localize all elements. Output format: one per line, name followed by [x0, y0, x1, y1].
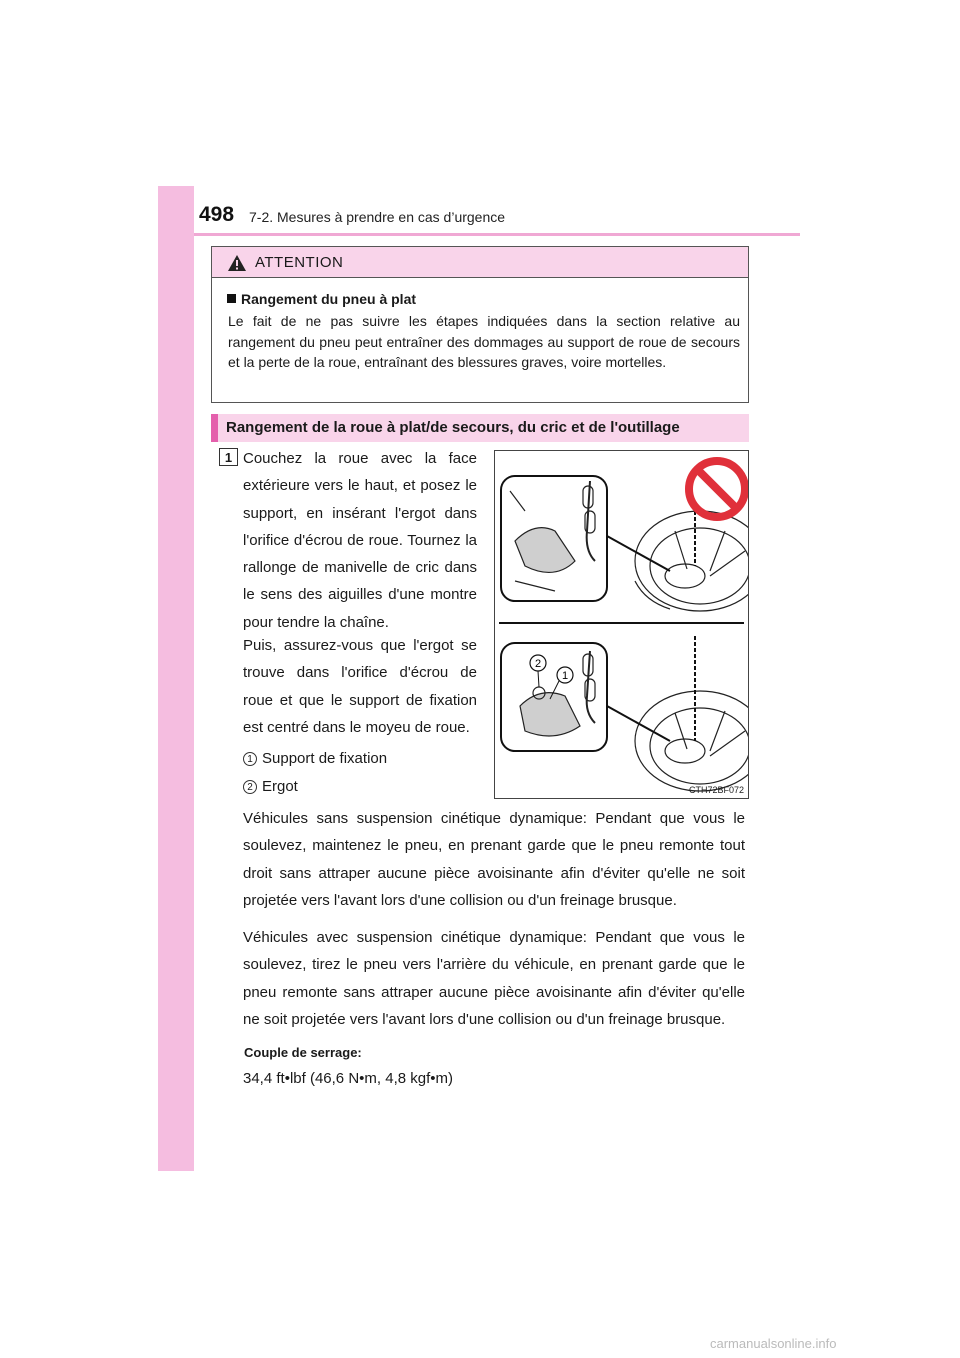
attention-subtitle — [227, 291, 416, 307]
attention-subtitle-text: Rangement du pneu à plat — [241, 291, 417, 307]
item-number-1: 1 — [243, 752, 257, 766]
tire-storage-illustration — [494, 450, 749, 799]
item-label-1: Support de fixation — [262, 750, 388, 767]
section-bar — [211, 414, 749, 442]
section-bar-title: Rangement de la roue à plat/de secours, du cric et de l'outillage — [226, 419, 680, 436]
attention-header — [212, 247, 748, 278]
item-number-2: 2 — [243, 780, 257, 794]
illustration-code: CTH72BF072 — [688, 785, 744, 795]
step-paragraph-4: Véhicules avec suspension cinétique dynamique: Pendant que vous le soulevez, tirez le pneu vers l'arrière du véhicule, en prenant garde que le pneu remonte sans attraper aucune pièce avoisinante afin d'éviter qu'elle ne soit projetée vers l'avant lors d'une collision ou d'un freinage brusque. — [243, 929, 745, 1028]
step-number: 1 — [219, 448, 238, 466]
callout-2-text: 2 — [534, 658, 542, 670]
attention-title: ATTENTION — [255, 254, 344, 271]
torque-label: Couple de serrage: — [244, 1045, 362, 1060]
step-paragraph-3: Véhicules sans suspension cinétique dynamique: Pendant que vous le soulevez, maintenez le pneu, en prenant garde que le pneu remonte tout droit sans attraper aucune pièce avoisinante afin d'éviter qu'elle ne soit projetée vers l'avant lors d'une collision ou d'un freinage brusque. — [243, 810, 745, 909]
pointer-line-bottom — [607, 706, 670, 741]
attention-text: Le fait de ne pas suivre les étapes indiquées dans la section relative au rangement du pneu peut entraîner des dommages au support de roue de secours et la perte de la roue, entraînant des blessures graves, voire mortelles. — [228, 313, 740, 370]
attention-box — [211, 246, 749, 403]
step-paragraph-1: Couchez la roue avec la face extérieure vers le haut, et posez le support, en insérant l'ergot dans l'orifice d'écrou de roue. Tournez la rallonge de manivelle de cric dans le sens des aiguilles d'une montre pour tendre la chaîne. — [243, 450, 477, 631]
page-number: 498 — [199, 203, 235, 226]
illustration-drawing — [495, 451, 748, 798]
section-title: 7-2. Mesures à prendre en cas d’urgence — [249, 209, 506, 225]
watermark: carmanualsonline.info — [710, 1336, 837, 1351]
item-label-2: Ergot — [262, 778, 298, 795]
side-band — [158, 186, 194, 1171]
pointer-line-top — [607, 536, 670, 571]
torque-value: 34,4 ft•lbf (46,6 N•m, 4,8 kgf•m) — [243, 1070, 453, 1087]
callout-1-text: 1 — [561, 670, 569, 682]
prohibition-icon — [689, 461, 745, 517]
warning-icon — [227, 254, 247, 272]
square-bullet-icon — [227, 294, 236, 303]
step-paragraph-2: Puis, assurez-vous que l'ergot se trouve dans l'orifice d'écrou de roue et que le support de fixation est centré dans le moyeu de roue. — [243, 637, 477, 736]
header-divider — [194, 233, 800, 236]
wheel-bottom — [635, 691, 748, 791]
